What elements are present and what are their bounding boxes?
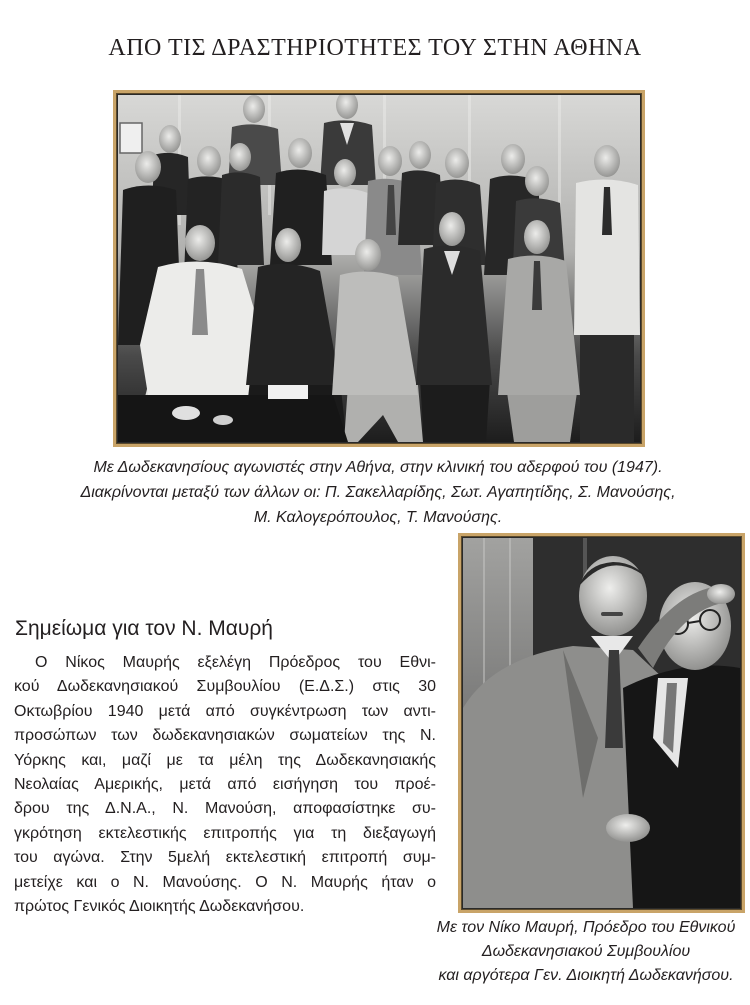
caption-line: και αργότερα Γεν. Διοικητή Δωδεκανήσου.: [438, 967, 734, 984]
paragraph-line: πρώτος Γενικός Διοικητής Δωδεκανήσου.: [14, 897, 305, 915]
paragraph-line: Οκτωβρίου 1940 μετά από συγκέντρωση των αντι-: [14, 702, 436, 720]
clasped-hands: [606, 814, 650, 842]
paragraph-line: Υόρκης και, μαζί με τα μέλη της Δωδεκανησιακής: [14, 751, 436, 769]
caption-line: Μ. Καλογερόπουλος, Τ. Μανούσης.: [253, 509, 503, 526]
section-heading: Σημείωμα για τον Ν. Μαυρή: [15, 617, 273, 641]
caption-line: Με τον Νίκο Μαυρή, Πρόεδρο του Εθνικού: [436, 919, 736, 936]
portrait-photo: [458, 533, 745, 913]
paragraph-line: κού Δωδεκανησιακού Συμβουλίου (Ε.Δ.Σ.) στις 30: [14, 678, 436, 696]
paragraph-line: δρου της Δ.Ν.Α., Ν. Μανούση, αποφασίστηκε συ-: [14, 800, 436, 818]
paragraph-line: μετείχε και ο Ν. Μανούσης. Ο Ν. Μαυρής ήταν ο: [14, 873, 436, 891]
paragraph-line: Νεολαίας Αμερικής, μετά από εισήγηση του προέ-: [14, 775, 436, 793]
portrait-photo-image: [463, 538, 740, 908]
caption-line: Δωδεκανησιακού Συμβουλίου: [481, 943, 691, 960]
group-photo-caption: [40, 455, 716, 530]
caption-line: Με Δωδεκανησίους αγωνιστές στην Αθήνα, στην κλινική του αδερφού του (1947).: [93, 459, 663, 476]
paragraph-line: Ο Νίκος Μαυρής εξελέγη Πρόεδρος του Εθνι-: [35, 654, 436, 671]
wall-frame: [120, 123, 142, 153]
paragraph-line: προσώπων των δωδεκανησιακών σωματείων της Ν.: [14, 727, 436, 745]
group-photo-image: [118, 95, 640, 442]
page-title: ΑΠΟ ΤΙΣ ΔΡΑΣΤΗΡΙΟΤΗΤΕΣ ΤΟΥ ΣΤΗΝ ΑΘΗΝΑ: [108, 35, 642, 62]
note-paragraph: [14, 651, 436, 919]
paragraph-line: του αγώνα. Στην 5μελή εκτελεστική επιτροπή συμ-: [14, 849, 436, 867]
paragraph-line: γκρότηση εκτελεστικής επιτροπής για τη διεξαγωγή: [14, 824, 436, 842]
group-photo: [113, 90, 645, 447]
caption-line: Διακρίνονται μεταξύ των άλλων οι: Π. Σακελλαρίδης, Σωτ. Αγαπητίδης, Σ. Μανούσης,: [80, 484, 676, 501]
portrait-photo-caption: [424, 916, 748, 988]
